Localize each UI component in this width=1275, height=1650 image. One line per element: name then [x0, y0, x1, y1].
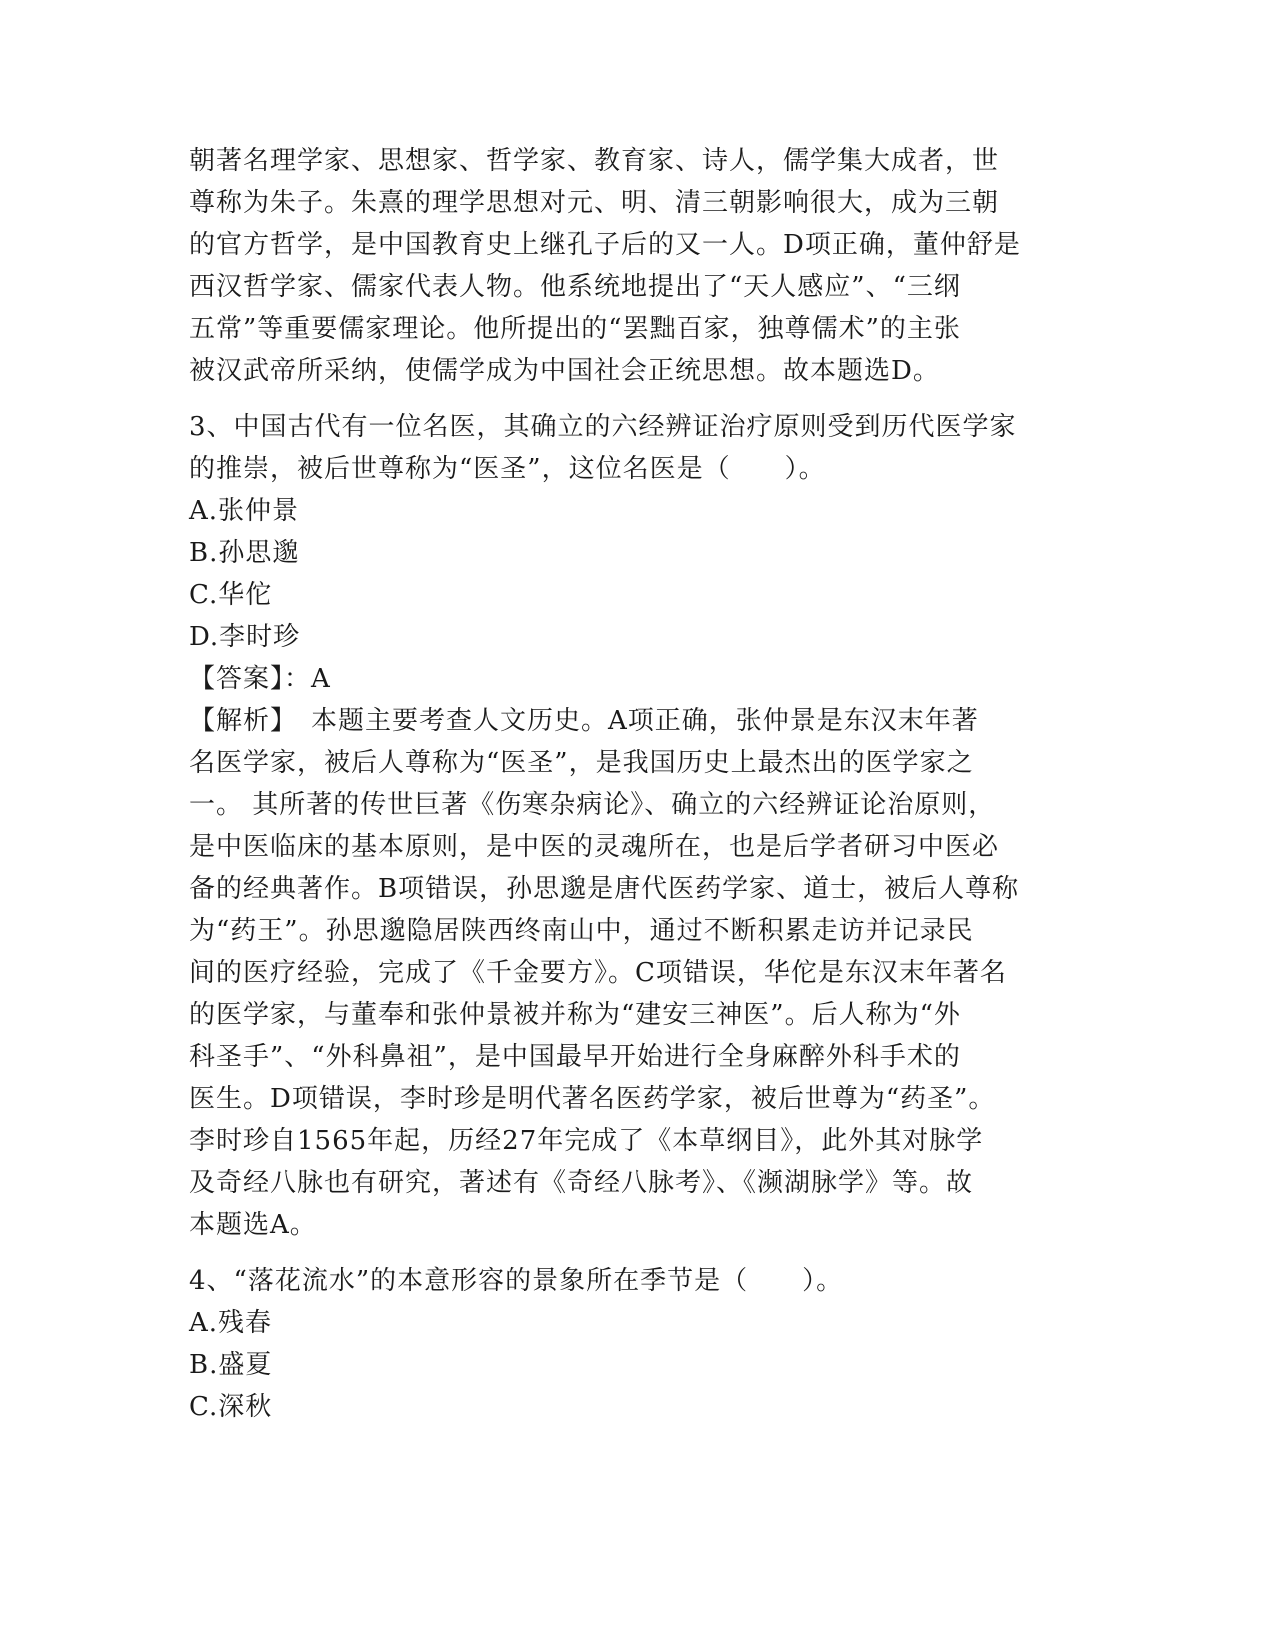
q3-answer: 【答案】：A: [189, 664, 331, 694]
q3-stem-line: 3、中国古代有一位名医，其确立的六经辨证治疗原则受到历代医学家: [189, 412, 1017, 442]
q3-explanation-line: 间的医疗经验，完成了《千金要方》。C项错误，华佗是东汉末年著名: [189, 958, 1007, 988]
q3-explanation-line: 及奇经八脉也有研究，著述有《奇经八脉考》、《濒湖脉学》等。故: [189, 1168, 974, 1198]
q2-explanation-line: 五常”等重要儒家理论。他所提出的“罢黜百家，独尊儒术”的主张: [189, 314, 961, 344]
q3-explanation-line: 是中医临床的基本原则，是中医的灵魂所在，也是后学者研习中医必: [189, 832, 1000, 862]
q4-option-b: B.盛夏: [189, 1350, 273, 1380]
q3-explanation-line: 名医学家，被后人尊称为“医圣”，是我国历史上最杰出的医学家之: [189, 748, 974, 778]
q3-explanation-line: 一。 其所著的传世巨著《伤寒杂病论》、确立的六经辨证论治原则，: [189, 790, 996, 820]
q3-explanation-line: 本题选A。: [189, 1210, 317, 1240]
q2-explanation-line: 被汉武帝所采纳，使儒学成为中国社会正统思想。故本题选D。: [189, 356, 940, 386]
q3-option-b: B.孙思邈: [189, 538, 300, 568]
q3-explanation-line: 【解析】 本题主要考查人文历史。A项正确，张仲景是东汉末年著: [189, 706, 979, 736]
q3-explanation-line: 备的经典著作。B项错误，孙思邈是唐代医药学家、道士，被后人尊称: [189, 874, 1020, 904]
q2-explanation-line: 的官方哲学，是中国教育史上继孔子后的又一人。D项正确，董仲舒是: [189, 230, 1021, 260]
q4-option-c: C.深秋: [189, 1392, 273, 1422]
q3-option-d: D.李时珍: [189, 622, 301, 652]
q4-stem-line: 4、“落花流水”的本意形容的景象所在季节是（ ）。: [189, 1266, 844, 1296]
q4-option-a: A.残春: [189, 1308, 273, 1338]
q3-explanation-line: 医生。D项错误，李时珍是明代著名医药学家，被后世尊为“药圣”。: [189, 1084, 996, 1114]
q3-option-c: C.华佗: [189, 580, 273, 610]
q3-explanation-line: 为“药王”。孙思邈隐居陕西终南山中，通过不断积累走访并记录民: [189, 916, 974, 946]
q2-explanation-line: 尊称为朱子。朱熹的理学思想对元、明、清三朝影响很大，成为三朝: [189, 188, 1000, 218]
q3-explanation-line: 科圣手”、“外科鼻祖”，是中国最早开始进行全身麻醉外科手术的: [189, 1042, 961, 1072]
q3-stem-line: 的推崇，被后世尊称为“医圣”，这位名医是（ ）。: [189, 454, 826, 484]
q2-explanation-line: 朝著名理学家、思想家、哲学家、教育家、诗人，儒学集大成者，世: [189, 146, 1000, 176]
q3-explanation-line: 的医学家，与董奉和张仲景被并称为“建安三神医”。后人称为“外: [189, 1000, 961, 1030]
q3-option-a: A.张仲景: [189, 496, 300, 526]
q2-explanation-line: 西汉哲学家、儒家代表人物。他系统地提出了“天人感应”、“三纲: [189, 272, 961, 302]
q3-explanation-line: 李时珍自1565年起，历经27年完成了《本草纲目》，此外其对脉学: [189, 1126, 984, 1156]
